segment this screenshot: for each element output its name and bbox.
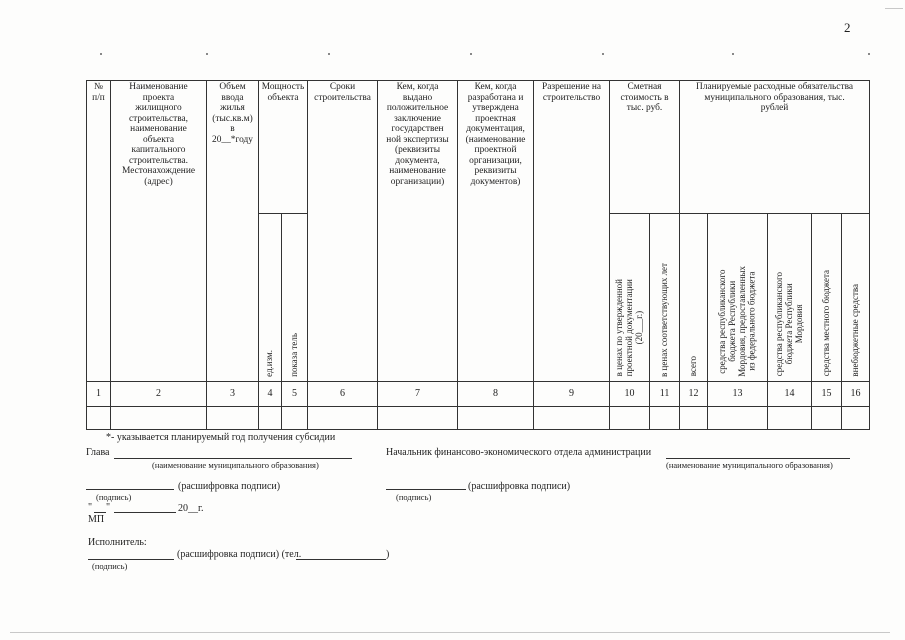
- subheader-indicator: показа тель: [282, 214, 308, 382]
- subheader-total: всего: [680, 214, 708, 382]
- executor-label: Исполнитель:: [88, 537, 147, 548]
- header-project-docs: Кем, когда разработана и утверждена проектная документация, (наименование проектной организации, реквизиты документов): [458, 81, 534, 382]
- column-number: 12: [680, 382, 708, 407]
- scan-edge-mark: [10, 632, 890, 633]
- column-number: 6: [308, 382, 378, 407]
- empty-cell: [111, 407, 207, 430]
- head-label: Глава: [86, 447, 110, 458]
- phone-close-paren: ): [386, 549, 390, 560]
- empty-cell: [650, 407, 680, 430]
- header-estimated-cost: Сметная стоимость в тыс. руб.: [610, 81, 680, 214]
- column-number: 10: [610, 382, 650, 407]
- column-number: 4: [259, 382, 282, 407]
- scan-dot: [100, 53, 102, 55]
- header-expertise: Кем, когда выдано положительное заключение государствен ной экспертизы (реквизиты документа, наименование организации): [378, 81, 458, 382]
- signature-caption-left: (подпись): [96, 492, 132, 502]
- empty-cell: [282, 407, 308, 430]
- date-quote-open: ": [88, 502, 93, 513]
- signature-caption-right: (подпись): [396, 492, 432, 502]
- empty-cell: [378, 407, 458, 430]
- subheader-republic-funds: средства республиканского бюджета Республики Мордовия: [768, 214, 812, 382]
- scan-dot: [206, 53, 208, 55]
- subheader-local-funds: средства местного бюджета: [812, 214, 842, 382]
- column-number: 5: [282, 382, 308, 407]
- empty-data-row: [87, 407, 870, 430]
- subheader-republic-federal-funds: средства республиканского бюджета Республики Мордовия, предоставленных из федерального бюджета: [708, 214, 768, 382]
- column-number: 16: [842, 382, 870, 407]
- empty-cell: [708, 407, 768, 430]
- column-number: 8: [458, 382, 534, 407]
- scan-dot: [470, 53, 472, 55]
- column-number: 2: [111, 382, 207, 407]
- page-number: 2: [844, 20, 851, 35]
- signature-line-left: [86, 489, 174, 490]
- header-construction-terms: Сроки строительства: [308, 81, 378, 382]
- footnote: *- указывается планируемый год получения субсидии: [106, 432, 336, 443]
- empty-cell: [207, 407, 259, 430]
- empty-cell: [259, 407, 282, 430]
- header-number: № п/п: [87, 81, 111, 382]
- executor-decode-phone: (расшифровка подписи) (тел.: [177, 549, 302, 560]
- header-object-name: Наименование проекта жилищного строительства, наименование объекта капитального строительства. Местонахождение (адрес): [111, 81, 207, 382]
- subheader-extrabudgetary-funds: внебюджетные средства: [842, 214, 870, 382]
- subheader-unit: ед.изм.: [259, 214, 282, 382]
- header-permit: Разрешение на строительство: [534, 81, 610, 382]
- executor-signature-caption: (подпись): [92, 561, 128, 571]
- column-number: 11: [650, 382, 680, 407]
- date-day-line: [94, 512, 106, 513]
- empty-cell: [458, 407, 534, 430]
- column-number: 15: [812, 382, 842, 407]
- decode-signature-left: (расшифровка подписи): [178, 481, 281, 492]
- head-name-line: [114, 458, 352, 459]
- column-number: 1: [87, 382, 111, 407]
- scan-dot: [328, 53, 330, 55]
- mun-caption-left: (наименование муниципального образования): [152, 460, 319, 470]
- column-number: 3: [207, 382, 259, 407]
- header-object-capacity: Мощность объекта: [259, 81, 308, 214]
- executor-signature-line: [88, 559, 174, 560]
- empty-cell: [308, 407, 378, 430]
- empty-cell: [680, 407, 708, 430]
- column-numbers-row: [87, 382, 870, 407]
- scan-edge-mark: [885, 8, 903, 9]
- column-number: 13: [708, 382, 768, 407]
- decode-signature-right: (расшифровка подписи): [468, 481, 571, 492]
- signature-line-right: [386, 489, 466, 490]
- header-housing-volume: Объем ввода жилья (тыс.кв.м) в 20__*году: [207, 81, 259, 382]
- empty-cell: [610, 407, 650, 430]
- scan-dot: [732, 53, 734, 55]
- empty-cell: [87, 407, 111, 430]
- column-number: 7: [378, 382, 458, 407]
- construction-table: [86, 80, 870, 430]
- mun-caption-right: (наименование муниципального образования): [666, 460, 833, 470]
- empty-cell: [534, 407, 610, 430]
- date-quote-close: ": [106, 502, 111, 513]
- header-planned-expenses: Планируемые расходные обязательства муниципального образования, тыс. рублей: [680, 81, 870, 214]
- column-number: 14: [768, 382, 812, 407]
- date-month-line: [114, 512, 176, 513]
- date-year: 20__г.: [178, 503, 204, 514]
- empty-cell: [842, 407, 870, 430]
- executor-phone-line: [296, 559, 386, 560]
- scan-dot: [602, 53, 604, 55]
- subheader-cost-current: в ценах соответствующих лет: [650, 214, 680, 382]
- subheader-cost-approved: в ценах по утвержденной проектной документации (20___г.): [610, 214, 650, 382]
- scan-dot: [868, 53, 870, 55]
- chief-name-line: [666, 458, 850, 459]
- chief-label: Начальник финансово-экономического отдела администрации: [386, 447, 652, 458]
- empty-cell: [812, 407, 842, 430]
- empty-cell: [768, 407, 812, 430]
- column-number: 9: [534, 382, 610, 407]
- stamp-place: МП: [88, 514, 105, 525]
